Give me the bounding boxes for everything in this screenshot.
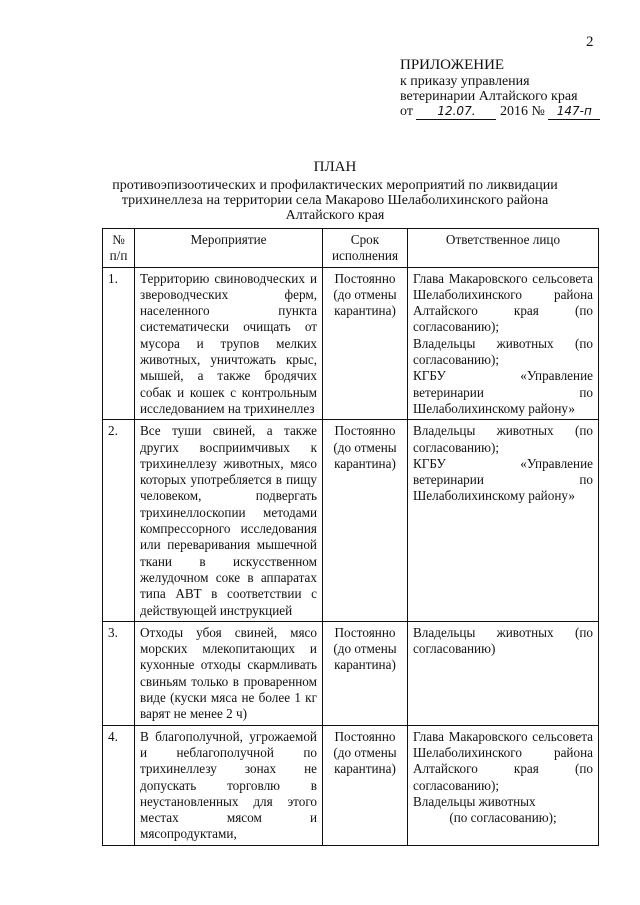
header-num-line-2: п/п bbox=[109, 248, 128, 264]
responsible-entry: Глава Макаровского сельсовета Шелаболихинского района Алтайского края (по согласованию); bbox=[413, 270, 593, 335]
responsible-entry: КГБУ «Управление ветеринарии по Шелаболихинскому району» bbox=[413, 455, 593, 504]
header-responsible: Ответственное лицо bbox=[408, 229, 599, 268]
row-term bbox=[323, 267, 408, 420]
page-number: 2 bbox=[586, 34, 594, 50]
row-num: 4. bbox=[103, 725, 135, 845]
term-line: Постоянно bbox=[334, 624, 396, 640]
plan-subtitle-line-1: противоэпизоотических и профилактических мероприятий по ликвидации bbox=[112, 178, 558, 193]
row-term bbox=[323, 621, 408, 725]
term-line: (до отмены bbox=[333, 641, 397, 657]
term-line: (до отмены bbox=[333, 439, 397, 455]
plan-heading: ПЛАН bbox=[313, 159, 357, 175]
responsible-entry: КГБУ «Управление ветеринарии по Шелаболихинскому району» bbox=[413, 368, 593, 416]
handwritten-order-number: 147-п bbox=[548, 104, 600, 120]
responsible-entry: Владельцы животных (по согласованию); bbox=[413, 335, 593, 368]
term-line: карантина) bbox=[334, 455, 396, 471]
handwritten-date: 12.07. bbox=[416, 104, 496, 120]
header-num-line-1: № bbox=[112, 232, 125, 247]
row-responsible bbox=[408, 621, 599, 725]
row-term bbox=[323, 725, 408, 845]
row-num: 1. bbox=[103, 267, 135, 420]
responsible-entry: Владельцы животных bbox=[413, 793, 536, 809]
row-num: 3. bbox=[103, 621, 135, 725]
term-line: Постоянно bbox=[334, 728, 396, 744]
term-line: Постоянно bbox=[334, 423, 396, 439]
plan-subtitle-line-3: Алтайского края bbox=[285, 208, 385, 223]
responsible-entry: (по согласованию); bbox=[449, 810, 557, 826]
header-action: Мероприятие bbox=[135, 229, 323, 268]
appendix-line-2: ветеринарии Алтайского края bbox=[400, 89, 578, 104]
row-responsible bbox=[408, 267, 599, 420]
term-line: карантина) bbox=[334, 657, 396, 673]
row-responsible bbox=[408, 725, 599, 845]
year-number-label: 2016 № bbox=[499, 104, 545, 119]
row-term bbox=[323, 420, 408, 622]
row-action: Отходы убоя свиней, мясо морских млекопитающих и кухонные отходы скармливать свиньям только в проваренном виде (куски мяса не более 1 кг варят не менее 2 ч) bbox=[135, 621, 323, 725]
header-term-line-1: Срок bbox=[350, 232, 380, 247]
table-row bbox=[103, 420, 599, 622]
responsible-entry: Владельцы животных (по согласованию) bbox=[413, 624, 593, 657]
plan-title-block bbox=[110, 160, 560, 223]
term-line: (до отмены bbox=[333, 744, 397, 760]
plan-subtitle-line-2: трихинеллеза на территории села Макарово Шелаболихинского района bbox=[121, 193, 549, 208]
row-action: В благополучной, угрожаемой и неблагополучной по трихинеллезу зонах не допускать торговлю в неустановленных для этого местах мясом и мясопродуктами, bbox=[135, 725, 323, 845]
term-line: карантина) bbox=[334, 303, 396, 319]
row-action: Территорию свиноводческих и звероводческих ферм, населенного пункта систематически очищать от мусора и трупов мелких животных, уничтожать крыс, мышей, а также бродячих собак и кошек с контрольным исследованием на трихинеллез bbox=[135, 267, 323, 420]
header-term-line-2: исполнения bbox=[331, 248, 399, 264]
term-line: Постоянно bbox=[334, 270, 396, 286]
table-header-row bbox=[103, 229, 599, 268]
table-row bbox=[103, 267, 599, 420]
appendix-title: ПРИЛОЖЕНИЕ bbox=[400, 57, 505, 73]
header-num bbox=[103, 229, 135, 268]
appendix-block bbox=[400, 58, 600, 120]
measures-table bbox=[102, 228, 599, 846]
row-responsible bbox=[408, 420, 599, 622]
from-label: от bbox=[400, 104, 413, 119]
responsible-entry: Владельцы животных (по согласованию); bbox=[413, 423, 593, 455]
appendix-line-1: к приказу управления bbox=[400, 74, 530, 89]
appendix-dateline bbox=[400, 104, 600, 120]
table-row bbox=[103, 725, 599, 845]
header-term bbox=[323, 229, 408, 268]
row-num: 2. bbox=[103, 420, 135, 622]
row-action: Все туши свиней, а также других восприимчивых к трихинеллезу животных, мясо которых употребляется в пищу человеком, подвергать трихинеллоскопии методами компрессорного исследования или переваривания мышечной ткани в искусственном желудочном соке в аппаратах типа АВТ в соответствии с действующей инструкцией bbox=[135, 420, 323, 622]
table-row bbox=[103, 621, 599, 725]
term-line: (до отмены bbox=[333, 286, 397, 302]
term-line: карантина) bbox=[334, 761, 396, 777]
responsible-entry: Глава Макаровского сельсовета Шелаболихинского района Алтайского края (по согласованию); bbox=[413, 728, 593, 793]
